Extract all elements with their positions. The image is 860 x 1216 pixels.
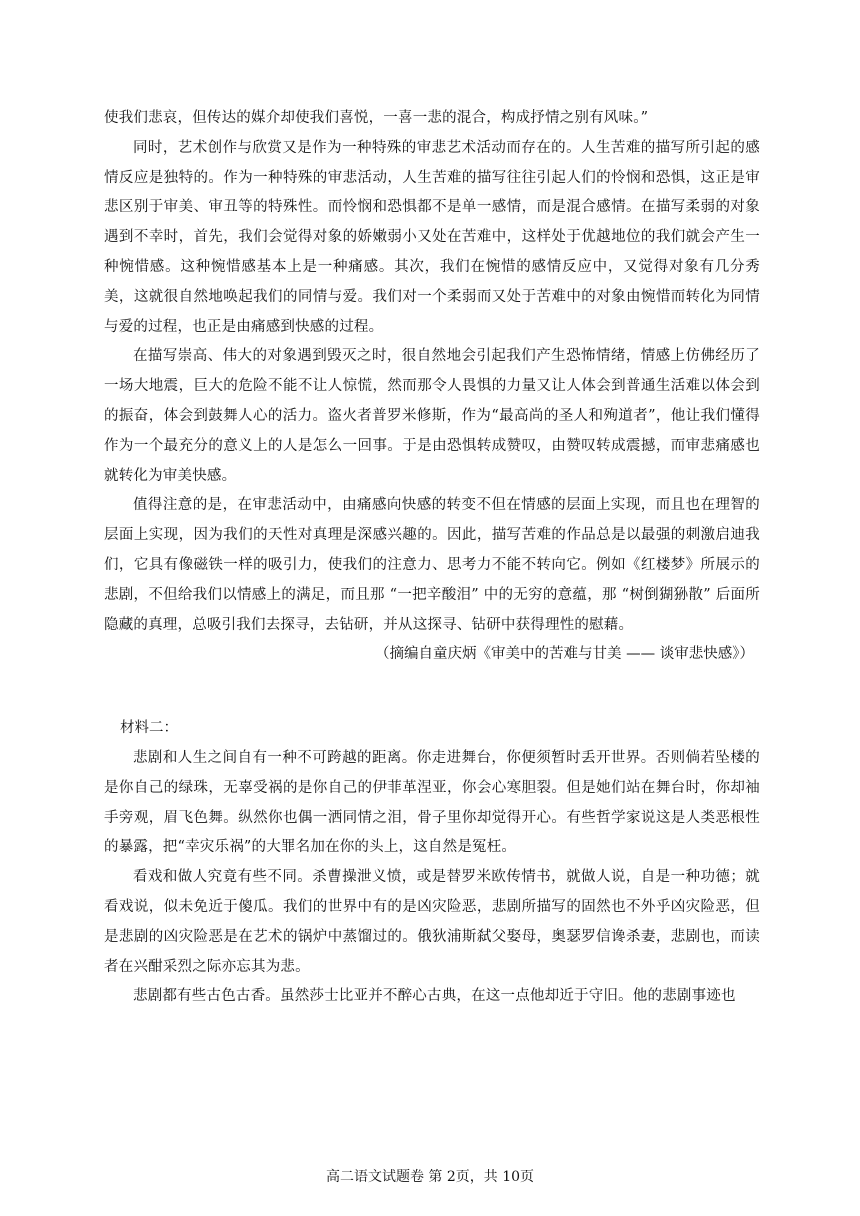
paragraph-watching-vs-living: 看戏和做人究竟有些不同。杀曹操泄义愤，或是替罗米欧传情书，就做人说，自是一种功德；就看戏说，似未免近于傻瓜。我们的世界中有的是凶灾险恶，悲剧所描写的固然也不外乎凶灾险恶，但是悲剧的凶灾险恶是在艺术的锅炉中蒸馏过的。俄狄浦斯弑父娶母，奥瑟罗信谗杀妻，悲剧也，而读者在兴酣采烈之际亦忘其为悲。	[104, 869, 760, 975]
paragraph-aesthetic-activity: 同时，艺术创作与欣赏又是作为一种特殊的审悲艺术活动而存在的。人生苦难的描写所引起的感情反应是独特的。作为一种特殊的审悲活动，人生苦难的描写往往引起人们的怜悯和恐惧，这正是审悲区别于审美、审丑等的特殊性。而怜悯和恐惧都不是单一感情，而是混合感情。在描写柔弱的对象遇到不幸时，首先，我们会觉得对象的娇嫩弱小又处在苦难中，这样处于优越地位的我们就会产生一种惋惜感。这种惋惜感基本上是一种痛感。其次，我们在惋惜的感情反应中，又觉得对象有几分秀美，这就很自然地唤起我们的同情与爱。我们对一个柔弱而又处于苦难中的对象由惋惜而转化为同情与爱的过程，也正是由痛感到快感的过程。	[104, 139, 760, 335]
source-citation: （摘编自童庆炳《审美中的苦难与甘美 —— 谈审悲快感》）	[375, 646, 754, 663]
section-gap	[104, 670, 760, 714]
page-footer: 高二语文试题卷 第 2页，共 10页	[325, 1169, 535, 1185]
paragraph-tragedy-distance: 悲剧和人生之间自有一种不可跨越的距离。你走进舞台，你便须暂时丢开世界。否则倘若坠楼的是你自己的绿珠，无辜受祸的是你自己的伊菲革涅亚，你会心寒胆裂。但是她们站在舞台时，你却袖手旁观，眉飞色舞。纵然你也偶一洒同情之泪，骨子里你却觉得开心。有些哲学家说这是人类恶根性的暴露，把“幸灾乐祸”的大罪名加在你的头上，这自然是冤枉。	[104, 749, 760, 856]
paragraph-reason-level: 值得注意的是，在审悲活动中，由痛感向快感的转变不但在情感的层面上实现，而且也在理智的层面上实现，因为我们的天性对真理是深感兴趣的。因此，描写苦难的作品总是以最强的刺激启迪我们，它具有像磁铁一样的吸引力，使我们的注意力、思考力不能不转向它。例如《红楼梦》所展示的悲剧，不但给我们以情感上的满足，而且那 “一把辛酸泪” 中的无穷的意蕴，那 “树倒猢狲散” 后面所隐藏的真理，总吸引我们去探寻，去钻研，并从这探寻、钻研中获得理性的慰藉。	[104, 497, 760, 633]
page-content	[104, 104, 760, 1012]
paragraph-continuation: 使我们悲哀，但传达的媒介却使我们喜悦，一喜一悲的混合，构成抒情之别有风味。”	[104, 110, 649, 126]
paragraph-sublime-destruction: 在描写崇高、伟大的对象遇到毁灭之时，很自然地会引起我们产生恐怖情绪，情感上仿佛经历了一场大地震，巨大的危险不能不让人惊慌，然而那令人畏惧的力量又让人体会到普通生活难以体会到的振奋，体会到鼓舞人心的活力。盗火者普罗米修斯，作为“最高尚的圣人和殉道者”，他让我们懂得作为一个最充分的意义上的人是怎么一回事。于是由恐惧转成赞叹，由赞叹转成震撼，而审悲痛感也就转化为审美快感。	[104, 348, 760, 484]
paragraph-antiquity: 悲剧都有些古色古香。虽然莎士比亚并不醉心古典，在这一点他却近于守旧。他的悲剧事迹也	[133, 988, 736, 1005]
material-2-heading: 材料二：	[120, 720, 178, 737]
